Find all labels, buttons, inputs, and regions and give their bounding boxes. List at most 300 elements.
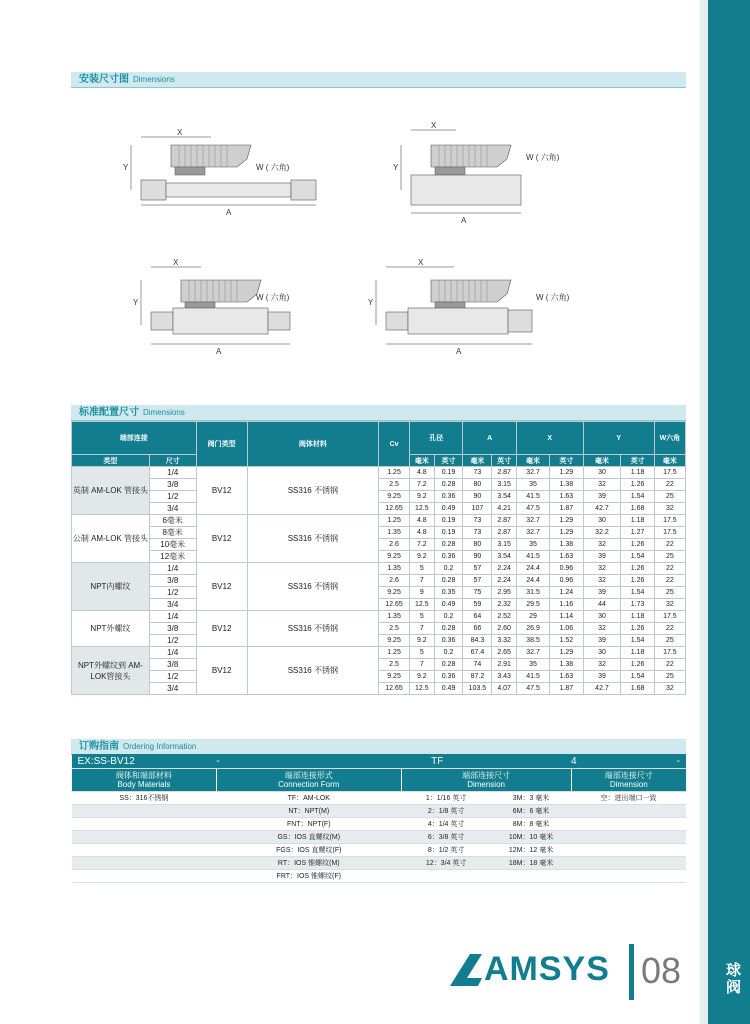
order-header-row xyxy=(72,769,687,792)
table-cell: 1.54 xyxy=(621,491,654,503)
table-cell: 39 xyxy=(583,491,621,503)
order-cell: SS：316不锈钢 xyxy=(72,792,217,805)
table-cell: 22 xyxy=(654,539,685,551)
table-cell: 9.25 xyxy=(378,671,409,683)
table-cell: 1.29 xyxy=(550,527,583,539)
group-type: NPT内螺纹 xyxy=(72,563,150,611)
order-cell xyxy=(491,870,571,883)
table-cell: 0.49 xyxy=(434,599,463,611)
table-cell: 12.65 xyxy=(378,503,409,515)
table-cell: 32 xyxy=(583,575,621,587)
table-cell: 2.6 xyxy=(378,575,409,587)
table-row xyxy=(72,539,686,551)
th-mm: 毫米 xyxy=(654,455,685,467)
table-cell: 35 xyxy=(516,659,549,671)
order-cell: GS：IOS 直螺纹(M) xyxy=(216,831,401,844)
order-example-conn: TF xyxy=(401,754,571,769)
table-cell: 1.54 xyxy=(621,671,654,683)
dim-a: A xyxy=(461,216,467,225)
installation-drawings xyxy=(71,90,686,390)
dim-x: X xyxy=(418,258,424,267)
table-cell: 41.5 xyxy=(516,491,549,503)
group-valve: BV12 xyxy=(196,515,247,563)
table-cell: 5 xyxy=(410,563,434,575)
table-cell: 42.7 xyxy=(583,503,621,515)
dim-x: X xyxy=(173,258,179,267)
section-title-cn: 安装尺寸图 xyxy=(79,74,129,85)
table-cell: 0.19 xyxy=(434,467,463,479)
table-cell: 80 xyxy=(463,479,492,491)
table-cell: 24.4 xyxy=(516,563,549,575)
table-cell: 1.52 xyxy=(550,635,583,647)
table-row xyxy=(72,563,686,575)
table-cell: 9 xyxy=(410,587,434,599)
order-cell: 12：3/4 英寸 xyxy=(401,857,491,870)
table-cell: 9.25 xyxy=(378,635,409,647)
order-cell: 6：3/8 英寸 xyxy=(401,831,491,844)
table-cell: 17.5 xyxy=(654,467,685,479)
table-cell: 2.65 xyxy=(492,647,516,659)
table-cell: 39 xyxy=(583,635,621,647)
table-cell: 84.3 xyxy=(463,635,492,647)
table-cell: 22 xyxy=(654,575,685,587)
table-cell: 1.29 xyxy=(550,467,583,479)
table-cell: 87.2 xyxy=(463,671,492,683)
dim-x: X xyxy=(177,128,183,137)
table-cell: 0.35 xyxy=(434,587,463,599)
table-cell: 12.65 xyxy=(378,683,409,695)
footer-divider xyxy=(629,944,634,1000)
th-valve-type: 阀门类型 xyxy=(196,422,247,467)
table-cell: 0.49 xyxy=(434,683,463,695)
table-cell: 47.5 xyxy=(516,503,549,515)
table-cell: 0.36 xyxy=(434,491,463,503)
table-cell: 9.25 xyxy=(378,491,409,503)
cell-size: 3/8 xyxy=(149,575,196,587)
table-row xyxy=(72,683,686,695)
order-cell: FRT：IOS 锥螺纹(F) xyxy=(216,870,401,883)
table-cell: 1.26 xyxy=(621,563,654,575)
table-cell: 107 xyxy=(463,503,492,515)
table-cell: 30 xyxy=(583,611,621,623)
section-header-standard-dimensions xyxy=(71,405,686,421)
table-cell: 22 xyxy=(654,659,685,671)
group-type: 公制 AM-LOK 管接头 xyxy=(72,515,150,563)
drawing-npt-female xyxy=(393,121,560,225)
table-cell: 2.24 xyxy=(492,575,516,587)
order-example-code: EX:SS-BV12 xyxy=(72,754,217,769)
table-cell: 32 xyxy=(583,623,621,635)
table-cell: 2.5 xyxy=(378,479,409,491)
order-example-row xyxy=(72,754,687,769)
table-cell: 9.2 xyxy=(410,635,434,647)
th-a: A xyxy=(463,422,516,455)
th-inch: 英寸 xyxy=(434,455,463,467)
table-cell: 5 xyxy=(410,611,434,623)
table-cell: 3.54 xyxy=(492,491,516,503)
table-cell: 1.26 xyxy=(621,479,654,491)
table-cell: 3.15 xyxy=(492,539,516,551)
order-cell: FGS：IOS 直螺纹(F) xyxy=(216,844,401,857)
table-cell: 17.5 xyxy=(654,515,685,527)
dim-w: W ( 六角) xyxy=(526,153,560,162)
table-cell: 1.29 xyxy=(550,515,583,527)
table-row xyxy=(72,635,686,647)
table-cell: 35 xyxy=(516,479,549,491)
table-cell: 75 xyxy=(463,587,492,599)
table-cell: 7.2 xyxy=(410,539,434,551)
table-cell: 9.2 xyxy=(410,671,434,683)
table-row xyxy=(72,611,686,623)
spec-table xyxy=(71,421,686,695)
table-cell: 57 xyxy=(463,575,492,587)
table-cell: 0.19 xyxy=(434,527,463,539)
table-cell: 59 xyxy=(463,599,492,611)
table-cell: 90 xyxy=(463,491,492,503)
order-row xyxy=(72,792,687,805)
th-inch: 英寸 xyxy=(621,455,654,467)
table-cell: 2.6 xyxy=(378,539,409,551)
th-w: W六角 xyxy=(654,422,685,455)
dim-y: Y xyxy=(368,298,374,307)
dim-y: Y xyxy=(133,298,139,307)
order-cell: 3M：3 毫米 xyxy=(491,792,571,805)
th-type: 类型 xyxy=(72,455,150,467)
table-cell: 57 xyxy=(463,563,492,575)
table-cell: 66 xyxy=(463,623,492,635)
table-cell: 3.32 xyxy=(492,635,516,647)
order-cell xyxy=(72,844,217,857)
table-cell: 1.54 xyxy=(621,635,654,647)
table-cell: 80 xyxy=(463,539,492,551)
order-cell: 8M：8 毫米 xyxy=(491,818,571,831)
table-cell: 32.7 xyxy=(516,647,549,659)
table-cell: 1.38 xyxy=(550,479,583,491)
order-row xyxy=(72,857,687,870)
table-cell: 0.36 xyxy=(434,635,463,647)
dim-w: W ( 六角) xyxy=(256,163,290,172)
table-cell: 2.87 xyxy=(492,515,516,527)
table-row xyxy=(72,551,686,563)
table-cell: 4.21 xyxy=(492,503,516,515)
table-cell: 1.24 xyxy=(550,587,583,599)
dim-y: Y xyxy=(393,163,399,172)
dim-a: A xyxy=(456,347,462,356)
table-cell: 1.26 xyxy=(621,659,654,671)
table-cell: 7 xyxy=(410,623,434,635)
table-cell: 32.7 xyxy=(516,515,549,527)
section-title-cn: 标准配置尺寸 xyxy=(79,407,139,418)
table-cell: 2.91 xyxy=(492,659,516,671)
th-mm: 毫米 xyxy=(583,455,621,467)
table-cell: 22 xyxy=(654,623,685,635)
group-material: SS316 不锈钢 xyxy=(247,611,378,647)
cell-size: 1/2 xyxy=(149,635,196,647)
table-cell: 0.96 xyxy=(550,563,583,575)
table-cell: 2.60 xyxy=(492,623,516,635)
table-cell: 64 xyxy=(463,611,492,623)
order-cell xyxy=(571,805,686,818)
table-cell: 74 xyxy=(463,659,492,671)
order-cell: TF：AM-LOK xyxy=(216,792,401,805)
section-title-cn: 订购指南 xyxy=(79,741,119,752)
table-cell: 47.5 xyxy=(516,683,549,695)
table-cell: 1.87 xyxy=(550,503,583,515)
table-cell: 12.5 xyxy=(410,503,434,515)
table-cell: 4.8 xyxy=(410,515,434,527)
table-cell: 0.2 xyxy=(434,611,463,623)
table-cell: 1.25 xyxy=(378,647,409,659)
order-cell: 6M：6 毫米 xyxy=(491,805,571,818)
table-cell: 1.63 xyxy=(550,671,583,683)
table-cell: 38.5 xyxy=(516,635,549,647)
table-cell: 1.14 xyxy=(550,611,583,623)
table-cell: 1.68 xyxy=(621,683,654,695)
table-cell: 2.32 xyxy=(492,599,516,611)
order-cell: 空：进出端口一致 xyxy=(571,792,686,805)
table-cell: 1.87 xyxy=(550,683,583,695)
cell-size: 3/4 xyxy=(149,599,196,611)
table-cell: 2.87 xyxy=(492,527,516,539)
table-cell: 32 xyxy=(654,503,685,515)
table-cell: 1.35 xyxy=(378,563,409,575)
table-cell: 32 xyxy=(654,599,685,611)
group-type: NPT外螺纹到 AM-LOK管接头 xyxy=(72,647,150,695)
th-bore: 孔径 xyxy=(410,422,463,455)
table-cell: 30 xyxy=(583,467,621,479)
table-cell: 1.26 xyxy=(621,623,654,635)
cell-size: 1/2 xyxy=(149,671,196,683)
table-cell: 25 xyxy=(654,587,685,599)
group-valve: BV12 xyxy=(196,647,247,695)
table-cell: 1.68 xyxy=(621,503,654,515)
table-cell: 44 xyxy=(583,599,621,611)
table-row xyxy=(72,587,686,599)
order-cell: 8：1/2 英寸 xyxy=(401,844,491,857)
table-cell: 1.18 xyxy=(621,515,654,527)
table-cell: 73 xyxy=(463,527,492,539)
table-row xyxy=(72,623,686,635)
table-cell: 1.54 xyxy=(621,587,654,599)
table-cell: 22 xyxy=(654,563,685,575)
table-cell: 3.15 xyxy=(492,479,516,491)
table-cell: 32.7 xyxy=(516,527,549,539)
group-material: SS316 不锈钢 xyxy=(247,563,378,611)
table-cell: 90 xyxy=(463,551,492,563)
cell-size: 1/4 xyxy=(149,467,196,479)
table-cell: 0.28 xyxy=(434,623,463,635)
order-cell: FNT：NPT(F) xyxy=(216,818,401,831)
table-cell: 39 xyxy=(583,551,621,563)
table-cell: 1.29 xyxy=(550,647,583,659)
table-cell: 32 xyxy=(583,479,621,491)
table-cell: 1.26 xyxy=(621,539,654,551)
th-mm: 毫米 xyxy=(463,455,492,467)
table-row xyxy=(72,671,686,683)
order-example-sep: - xyxy=(216,754,401,769)
table-cell: 0.19 xyxy=(434,515,463,527)
section-title-en: Dimensions xyxy=(133,75,175,84)
table-row xyxy=(72,479,686,491)
cell-size: 3/8 xyxy=(149,479,196,491)
table-cell: 0.28 xyxy=(434,479,463,491)
table-row xyxy=(72,527,686,539)
table-cell: 12.5 xyxy=(410,683,434,695)
table-cell: 32.2 xyxy=(583,527,621,539)
page-number: 08 xyxy=(641,950,682,991)
cell-size: 1/4 xyxy=(149,647,196,659)
table-cell: 1.25 xyxy=(378,467,409,479)
table-cell: 7.2 xyxy=(410,479,434,491)
table-cell: 4.07 xyxy=(492,683,516,695)
table-cell: 32 xyxy=(583,563,621,575)
table-cell: 1.35 xyxy=(378,527,409,539)
section-title-en: Ordering Information xyxy=(123,742,197,751)
table-cell: 12.65 xyxy=(378,599,409,611)
order-cell xyxy=(72,805,217,818)
table-cell: 5 xyxy=(410,647,434,659)
table-cell: 67.4 xyxy=(463,647,492,659)
table-cell: 32 xyxy=(654,683,685,695)
cell-size: 12毫米 xyxy=(149,551,196,563)
table-cell: 1.06 xyxy=(550,623,583,635)
cell-size: 6毫米 xyxy=(149,515,196,527)
dim-a: A xyxy=(226,208,232,217)
table-cell: 1.63 xyxy=(550,551,583,563)
table-cell: 31.5 xyxy=(516,587,549,599)
cell-size: 3/8 xyxy=(149,623,196,635)
order-cell xyxy=(72,818,217,831)
order-cell xyxy=(72,831,217,844)
th-inch: 英寸 xyxy=(492,455,516,467)
table-cell: 4.8 xyxy=(410,527,434,539)
table-cell: 30 xyxy=(583,515,621,527)
table-cell: 1.18 xyxy=(621,647,654,659)
table-cell: 12.5 xyxy=(410,599,434,611)
group-material: SS316 不锈钢 xyxy=(247,467,378,515)
order-cell xyxy=(571,818,686,831)
cell-size: 1/4 xyxy=(149,563,196,575)
table-cell: 30 xyxy=(583,647,621,659)
table-cell: 29.5 xyxy=(516,599,549,611)
order-cell xyxy=(571,870,686,883)
cell-size: 1/4 xyxy=(149,611,196,623)
table-cell: 32.7 xyxy=(516,467,549,479)
table-cell: 1.18 xyxy=(621,467,654,479)
table-cell: 73 xyxy=(463,467,492,479)
order-cell xyxy=(571,844,686,857)
table-cell: 73 xyxy=(463,515,492,527)
table-cell: 24.4 xyxy=(516,575,549,587)
group-material: SS316 不锈钢 xyxy=(247,515,378,563)
table-cell: 32 xyxy=(583,539,621,551)
table-cell: 41.5 xyxy=(516,551,549,563)
table-cell: 3.43 xyxy=(492,671,516,683)
table-cell: 2.5 xyxy=(378,623,409,635)
table-cell: 26.9 xyxy=(516,623,549,635)
table-cell: 29 xyxy=(516,611,549,623)
order-cell xyxy=(72,857,217,870)
table-cell: 9.2 xyxy=(410,491,434,503)
side-tab-label: 球阀 xyxy=(724,962,741,996)
table-cell: 2.52 xyxy=(492,611,516,623)
table-row xyxy=(72,515,686,527)
ordering-table xyxy=(71,754,686,883)
table-row xyxy=(72,659,686,671)
table-cell: 1.54 xyxy=(621,551,654,563)
section-header-ordering xyxy=(71,739,686,755)
group-valve: BV12 xyxy=(196,611,247,647)
table-cell: 0.49 xyxy=(434,503,463,515)
table-cell: 4.8 xyxy=(410,467,434,479)
side-tab xyxy=(708,0,750,1024)
table-cell: 25 xyxy=(654,635,685,647)
table-cell: 1.38 xyxy=(550,659,583,671)
drawing-npt-to-am-lok xyxy=(368,258,570,356)
table-cell: 17.5 xyxy=(654,611,685,623)
th-mm: 毫米 xyxy=(410,455,434,467)
table-cell: 25 xyxy=(654,551,685,563)
group-type: NPT外螺纹 xyxy=(72,611,150,647)
table-cell: 35 xyxy=(516,539,549,551)
table-cell: 1.25 xyxy=(378,515,409,527)
table-cell: 1.16 xyxy=(550,599,583,611)
table-cell: 9.25 xyxy=(378,587,409,599)
th-inch: 英寸 xyxy=(550,455,583,467)
order-cell: 2：1/8 英寸 xyxy=(401,805,491,818)
order-cell: 12M：12 毫米 xyxy=(491,844,571,857)
table-cell: 39 xyxy=(583,671,621,683)
order-cell xyxy=(401,870,491,883)
table-cell: 1.63 xyxy=(550,491,583,503)
table-cell: 0.2 xyxy=(434,647,463,659)
table-cell: 0.96 xyxy=(550,575,583,587)
order-cell: NT：NPT(M) xyxy=(216,805,401,818)
th-cv: Cv xyxy=(378,422,409,467)
th-material: 阀体材料 xyxy=(247,422,378,467)
order-cell xyxy=(72,870,217,883)
drawing-npt-male xyxy=(133,258,290,356)
cell-size: 3/8 xyxy=(149,659,196,671)
dim-w: W ( 六角) xyxy=(536,293,570,302)
dim-y: Y xyxy=(123,163,129,172)
table-cell: 9.25 xyxy=(378,551,409,563)
cell-size: 3/4 xyxy=(149,503,196,515)
order-cell: RT：IOS 锥螺纹(M) xyxy=(216,857,401,870)
table-cell: 42.7 xyxy=(583,683,621,695)
group-valve: BV12 xyxy=(196,563,247,611)
th-end: 端部连接 xyxy=(72,422,197,455)
cell-size: 1/2 xyxy=(149,587,196,599)
order-cell: 4：1/4 英寸 xyxy=(401,818,491,831)
table-cell: 2.87 xyxy=(492,467,516,479)
cell-size: 10毫米 xyxy=(149,539,196,551)
order-cell xyxy=(571,857,686,870)
table-cell: 1.27 xyxy=(621,527,654,539)
table-cell: 7 xyxy=(410,575,434,587)
dim-w: W ( 六角) xyxy=(256,293,290,302)
cell-size: 8毫米 xyxy=(149,527,196,539)
table-cell: 17.5 xyxy=(654,647,685,659)
table-cell: 1.38 xyxy=(550,539,583,551)
table-cell: 7 xyxy=(410,659,434,671)
group-type: 英制 AM-LOK 管接头 xyxy=(72,467,150,515)
dim-a: A xyxy=(216,347,222,356)
order-row xyxy=(72,870,687,883)
order-cell: 18M：18 毫米 xyxy=(491,857,571,870)
table-cell: 25 xyxy=(654,491,685,503)
table-cell: 0.36 xyxy=(434,551,463,563)
